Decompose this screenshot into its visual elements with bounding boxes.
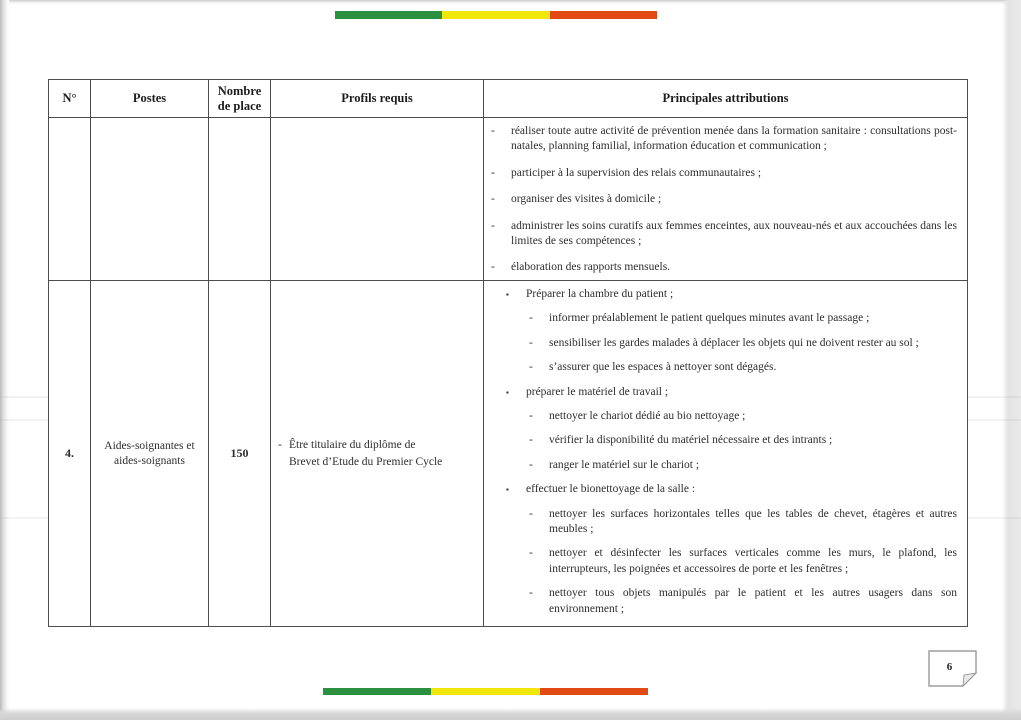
- cell-places-rowA: [209, 118, 271, 281]
- page-number: 6: [946, 660, 953, 673]
- attribution-item: [484, 385, 957, 400]
- cell-poste-row4: Aides-soignantes et aides-soignants: [91, 281, 209, 626]
- attribution-text: ranger le matériel sur le chariot ;: [549, 458, 700, 471]
- page-edge-right: [1002, 0, 1021, 720]
- attribution-text: réaliser toute autre activité de prévention menée dans la formation sanitaire : consultations post-natales, planning familial, information éducation et communication ;: [511, 125, 957, 153]
- cell-places-row4: 150: [209, 281, 271, 626]
- cell-profil-rowA: [271, 118, 484, 281]
- attribution-item: [484, 311, 957, 326]
- dash-bullet: -: [491, 125, 495, 137]
- dash-bullet: -: [529, 547, 533, 560]
- page-edge-bottom: [0, 708, 1021, 720]
- header-postes: Postes: [91, 80, 209, 118]
- dash-bullet: -: [491, 193, 495, 206]
- square-bullet: ▪: [506, 485, 509, 495]
- header-principales-attributions: Principales attributions: [484, 80, 967, 118]
- dash-bullet: -: [529, 434, 533, 447]
- dash-bullet: -: [491, 261, 495, 274]
- bar-segment-red: [550, 11, 657, 19]
- bar-segment-red: [540, 688, 648, 695]
- attribution-item: [484, 287, 957, 302]
- attribution-text: élaboration des rapports mensuels.: [511, 261, 671, 274]
- square-bullet: ▪: [506, 387, 509, 397]
- attribution-text: préparer le matériel de travail ;: [526, 385, 669, 398]
- attribution-item: [484, 219, 957, 250]
- attribution-item: [484, 409, 957, 424]
- bar-segment-green: [335, 11, 442, 19]
- attribution-item: [484, 546, 957, 577]
- bar-segment-yellow: [431, 688, 539, 695]
- header-numero: N°: [49, 80, 91, 118]
- attribution-text: informer préalablement le patient quelques minutes avant le passage ;: [549, 312, 870, 325]
- page-number-box: [928, 650, 977, 687]
- page-edge-top: [0, 0, 1021, 4]
- bar-segment-green: [323, 688, 431, 695]
- attribution-item: [484, 433, 957, 448]
- dash-bullet: -: [529, 410, 533, 423]
- bar-segment-yellow: [442, 11, 549, 19]
- attribution-text: nettoyer tous objets manipulés par le patient et les autres usagers dans son environnement ;: [549, 587, 957, 615]
- attribution-text: nettoyer le chariot dédié au bio nettoyage ;: [549, 410, 746, 423]
- attribution-text: nettoyer et désinfecter les surfaces verticales comme les murs, le plafond, les interrupteurs, les poignées et accessoires de porte et les fenêtres ;: [549, 547, 957, 575]
- attribution-item: [484, 124, 957, 155]
- dash-bullet: -: [278, 438, 282, 451]
- dash-bullet: -: [529, 507, 533, 520]
- attribution-item: [484, 586, 957, 617]
- separator-bar-bottom: [323, 688, 648, 695]
- attribution-text: administrer les soins curatifs aux femmes enceintes, aux nouveau-nés et aux accouchées dans les limites de ses compétences ;: [511, 219, 957, 248]
- attribution-text: organiser des visites à domicile ;: [511, 193, 662, 206]
- cell-attributions-row4: [484, 281, 967, 626]
- cell-poste-rowA: [91, 118, 209, 281]
- attribution-text: sensibiliser les gardes malades à déplacer les objets qui ne doivent rester au sol ;: [549, 336, 919, 349]
- dash-bullet: -: [491, 166, 495, 179]
- recruitment-table: [48, 79, 968, 627]
- attribution-text: effectuer le bionettoyage de la salle :: [526, 483, 696, 496]
- page-edge-left: [0, 0, 9, 720]
- dash-bullet: -: [491, 219, 495, 232]
- header-profils-requis: Profils requis: [271, 80, 484, 118]
- square-bullet: ▪: [506, 290, 509, 299]
- dash-bullet: -: [529, 336, 533, 349]
- attribution-item: [484, 260, 957, 275]
- attribution-item: [484, 507, 957, 538]
- attribution-text: nettoyer les surfaces horizontales telles que les tables de chevet, étagères et autres meubles ;: [549, 507, 957, 536]
- attribution-item: [484, 360, 957, 375]
- attribution-item: [484, 192, 957, 207]
- attribution-text: Préparer la chambre du patient ;: [526, 288, 674, 300]
- dash-bullet: -: [529, 361, 533, 374]
- attribution-text: vérifier la disponibilité du matériel nécessaire et des intrants ;: [549, 434, 833, 447]
- attribution-text: participer à la supervision des relais communautaires ;: [511, 166, 762, 179]
- header-nombre-de-place: Nombre de place: [209, 80, 271, 118]
- cell-numero-row4: 4.: [49, 281, 91, 626]
- attribution-item: [484, 166, 957, 181]
- attribution-text: s’assurer que les espaces à nettoyer sont dégagés.: [549, 361, 777, 374]
- separator-bar-top: [335, 11, 657, 19]
- cell-attributions-rowA: [484, 118, 967, 281]
- dash-bullet: -: [529, 587, 533, 600]
- attribution-item: [484, 458, 957, 473]
- profil-text: Être titulaire du diplôme de Brevet d’Etude du Premier Cycle: [289, 438, 443, 468]
- attribution-item: [484, 336, 957, 351]
- cell-numero-rowA: [49, 118, 91, 281]
- dash-bullet: -: [529, 312, 533, 325]
- dash-bullet: -: [529, 458, 533, 471]
- attribution-item: [484, 482, 957, 497]
- cell-profil-row4: [271, 281, 484, 626]
